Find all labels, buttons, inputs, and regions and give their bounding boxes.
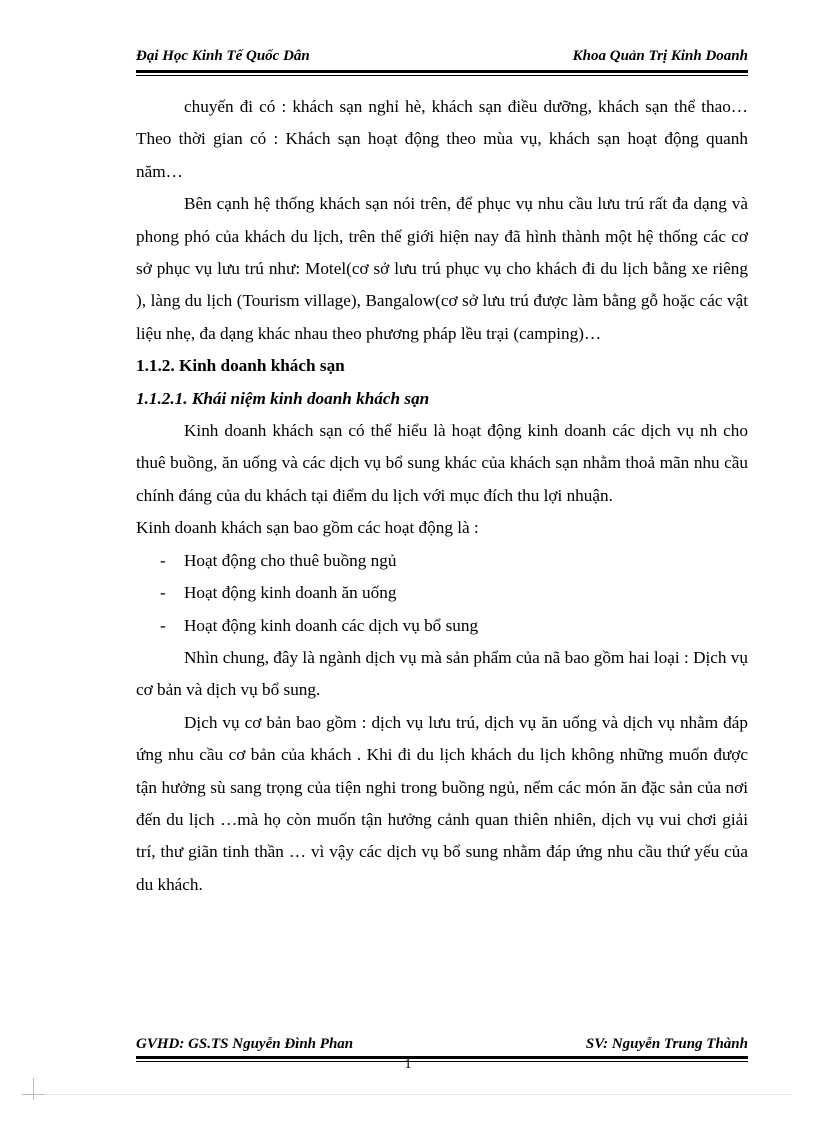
list-marker: - [160, 583, 166, 603]
paragraph: Dịch vụ cơ bản bao gồm : dịch vụ lưu trú, dịch vụ ăn uống và dịch vụ nhằm đáp ứng nhu cầu cơ bản của khách . Khi đi du lịch khách du lịch không những muốn được tận hưởng sù sang trọng của tiện nghi trong buồng ngủ, nếm các món ăn đặc sản của nơi đến du lịch …mà họ còn muốn tận hưởng cảnh quan thiên nhiên, dịch vụ vui chơi giải trí, thư giãn tinh thần … vì vậy các dịch vụ bổ sung nhằm đáp ứng nhu cầu thứ yếu của du khách. [136, 712, 748, 894]
paragraph: Bên cạnh hệ thống khách sạn nói trên, để phục vụ nhu cầu lưu trú rất đa dạng và phong phó của khách du lịch, trên thế giới hiện nay đã hình thành một hệ thống các cơ sở phục vụ lưu trú như: Motel(cơ sở lưu trú phục vụ cho khách đi du lịch bằng xe riêng ), làng du lịch (Tourism village), Bangalow(cơ sở lưu trú được làm bằng gỗ hoặc các vật liệu nhẹ, đa dạng khác nhau theo phương pháp lều trại (camping)… [136, 194, 748, 343]
header-rule-thick [136, 70, 748, 73]
list-item: - Hoạt động kinh doanh ăn uống [136, 577, 748, 609]
header-university: Đại Học Kinh Tế Quốc Dân [136, 48, 310, 64]
paragraph: Kinh doanh khách sạn có thể hiểu là hoạt động kinh doanh các dịch vụ nh cho thuê buồng, ăn uống và các dịch vụ bổ sung khác của khách sạn nhằm thoả mãn nhu cầu chính đáng của du khách tại điểm du lịch với mục đích thu lợi nhuận. [136, 421, 748, 505]
page-number: 1 [404, 1057, 412, 1072]
list-marker: - [160, 550, 166, 570]
activity-list [136, 545, 748, 642]
list-marker: - [160, 615, 166, 635]
section-heading: 1.1.2. Kinh doanh khách sạn [136, 356, 345, 376]
crop-mark [33, 1078, 34, 1100]
footer-supervisor: GVHD: GS.TS Nguyễn Đình Phan [136, 1036, 354, 1052]
page-boundary-line [24, 1094, 792, 1095]
body-content [136, 91, 748, 901]
paragraph: Kinh doanh khách sạn bao gồm các hoạt động là : [136, 518, 479, 538]
footer-student: SV: Nguyễn Trung Thành [585, 1036, 748, 1052]
list-item: - Hoạt động kinh doanh các dịch vụ bổ sung [136, 610, 748, 642]
header-rule-thin [136, 75, 748, 76]
list-item: - Hoạt động cho thuê buồng ngủ [136, 545, 748, 577]
header-faculty: Khoa Quản Trị Kinh Doanh [572, 48, 748, 64]
crop-mark [22, 1094, 44, 1095]
paragraph: chuyến đi có : khách sạn nghỉ hè, khách sạn điều dưỡng, khách sạn thể thao… Theo thời gian có : Khách sạn hoạt động theo mùa vụ, khách sạn hoạt động quanh năm… [136, 97, 748, 181]
paragraph: Nhìn chung, đây là ngành dịch vụ mà sản phẩm của nã bao gồm hai loại : Dịch vụ cơ bản và dịch vụ bổ sung. [136, 647, 748, 700]
subsection-heading: 1.1.2.1. Khái niệm kinh doanh khách sạn [136, 388, 430, 408]
